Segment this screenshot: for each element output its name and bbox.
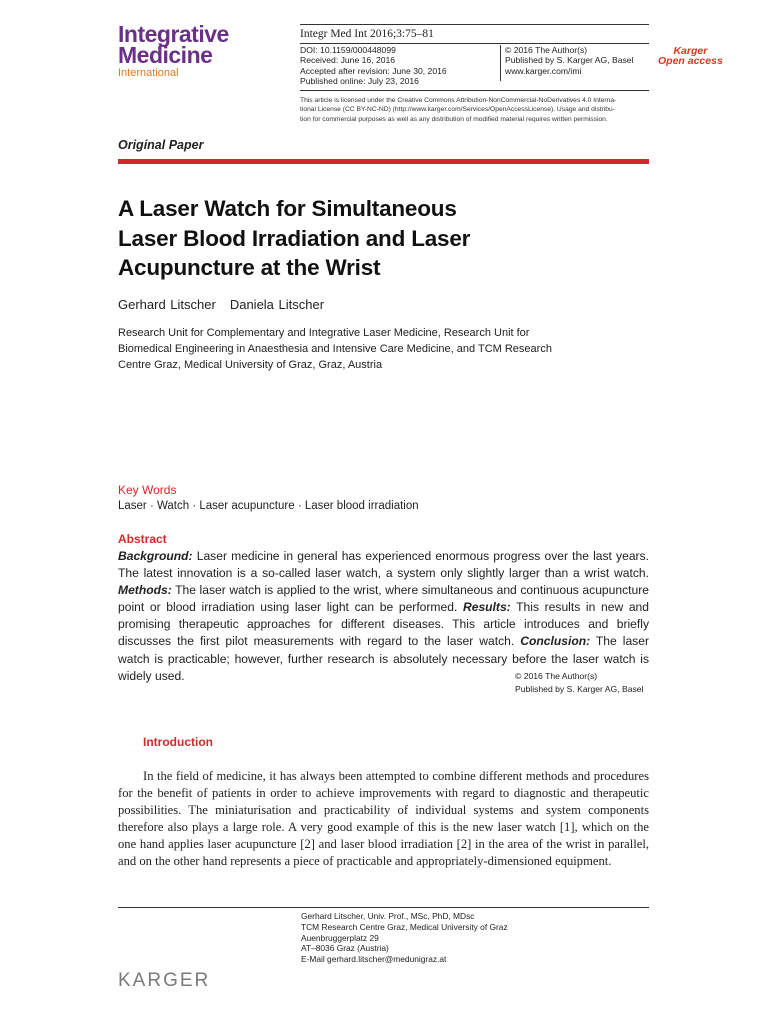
abstract-copyright-line: © 2016 The Author(s)	[515, 671, 598, 681]
author-name: Gerhard Litscher	[118, 297, 216, 312]
section-divider	[118, 159, 649, 164]
abstract-heading: Abstract	[118, 532, 167, 546]
title-line: A Laser Watch for Simultaneous	[118, 196, 457, 221]
background-label: Background:	[118, 549, 193, 563]
results-text: This results in new and promising therapeutic approaches for different diseases. This article introduces and briefly discusses the first pilot measurements with regard to the laser watch.	[118, 600, 650, 649]
article-type: Original Paper	[118, 138, 204, 152]
correspondent-street: Auenbruggerplatz 29	[301, 932, 379, 943]
author-list	[118, 297, 324, 312]
logo-line-1: Integrative	[118, 21, 229, 47]
article-title	[118, 194, 598, 283]
abstract-copyright	[515, 670, 644, 696]
journal-reference: Integr Med Int 2016;3:75–81	[300, 28, 434, 40]
introduction-body: In the field of medicine, it has always been attempted to combine different methods and procedures for the benefit of patients in order to achieve improvements with regard to diagnostic and therapeutic possibilities. The miniaturisation and practicability of individual systems and system components therefore also plays a large role. A very good example of this is the new laser watch [1], which on the one hand applies laser acupuncture [2] and laser blood irradiation [2] in the area of the wrist in parallel, and on the other hand represents a piece of practicable and appropriately-dimensioned equipment.	[118, 769, 649, 868]
publisher-footer-logo: KARGER	[118, 970, 211, 991]
footnote-rule	[118, 907, 649, 908]
header-bottom-rule	[300, 90, 649, 91]
correspondent-city: AT–8036 Graz (Austria)	[301, 943, 389, 954]
abstract-publisher-line: Published by S. Karger AG, Basel	[515, 684, 644, 694]
journal-logo	[118, 21, 229, 79]
publisher-line: Published by S. Karger AG, Basel	[505, 55, 634, 66]
open-access-label: Open access	[658, 55, 723, 67]
methods-label: Methods:	[118, 583, 172, 598]
background-text: Laser medicine in general has experienced enormous progress over the last years. The latest innovation is a so-called laser watch, a system only slightly larger than a wrist watch.	[118, 549, 649, 581]
results-label: Results:	[462, 600, 511, 615]
title-line: Acupuncture at the Wrist	[118, 255, 381, 280]
copyright-line: © 2016 The Author(s)	[505, 45, 588, 55]
doi[interactable]: DOI: 10.1159/000448099	[300, 45, 396, 55]
methods-text: The laser watch is applied to the wrist, where simultaneous and continuous acupuncture point or blood irradiation using laser light can be performed.	[118, 583, 649, 615]
license-line: This article is licensed under the Creative Commons Attribution-NonCommercial-NoDerivatives 4.0 Interna-	[300, 97, 617, 104]
karger-open-access-logo	[658, 46, 723, 66]
header-middle-rule	[300, 43, 649, 44]
license-line: tional License (CC BY-NC-ND) (http://www.karger.com/Services/OpenAccessLicense). Usage and distribu-	[300, 106, 615, 114]
publisher-info	[505, 45, 634, 76]
correspondent-institution: TCM Research Centre Graz, Medical University of Graz	[301, 921, 508, 932]
accepted-date: Accepted after revision: June 30, 2016	[300, 65, 447, 76]
author-name: Daniela Litscher	[229, 297, 325, 312]
license-notice	[300, 96, 650, 124]
introduction-heading: Introduction	[143, 735, 213, 749]
header-top-rule	[300, 24, 649, 25]
karger-label: Karger	[673, 45, 708, 57]
logo-line-2: Medicine	[118, 42, 213, 68]
correspondent-name: Gerhard Litscher, Univ. Prof., MSc, PhD, MDsc	[301, 911, 475, 921]
affiliation-line: Centre Graz, Medical University of Graz, Graz, Austria	[118, 359, 383, 372]
affiliation	[118, 325, 598, 374]
conclusion-text: The laser watch is practicable; however, further research is absolutely necessary before the laser watch is widely used.	[118, 634, 649, 683]
logo-line-3: International	[118, 67, 179, 79]
affiliation-line: Biomedical Engineering in Anaesthesia and Intensive Care Medicine, and TCM Research	[118, 343, 552, 356]
correspondence-address	[301, 911, 508, 965]
journal-url-link[interactable]: www.karger.com/imi	[505, 65, 582, 76]
correspondent-email[interactable]: E-Mail gerhard.litscher@medunigraz.at	[301, 954, 447, 965]
header-divider	[500, 45, 501, 81]
published-date: Published online: July 23, 2016	[300, 76, 419, 87]
keywords-heading: Key Words	[118, 483, 177, 497]
title-line: Laser Blood Irradiation and Laser	[118, 225, 471, 251]
affiliation-line: Research Unit for Complementary and Integrative Laser Medicine, Research Unit for	[118, 327, 530, 339]
keywords-text: Laser · Watch · Laser acupuncture · Laser blood irradiation	[118, 500, 419, 512]
license-line: tion for commercial purposes as well as any distribution of modified material requires written permission.	[300, 115, 608, 123]
received-date: Received: June 16, 2016	[300, 55, 396, 66]
publication-dates	[300, 45, 447, 87]
conclusion-label: Conclusion:	[520, 634, 591, 649]
abstract-body	[118, 548, 649, 685]
